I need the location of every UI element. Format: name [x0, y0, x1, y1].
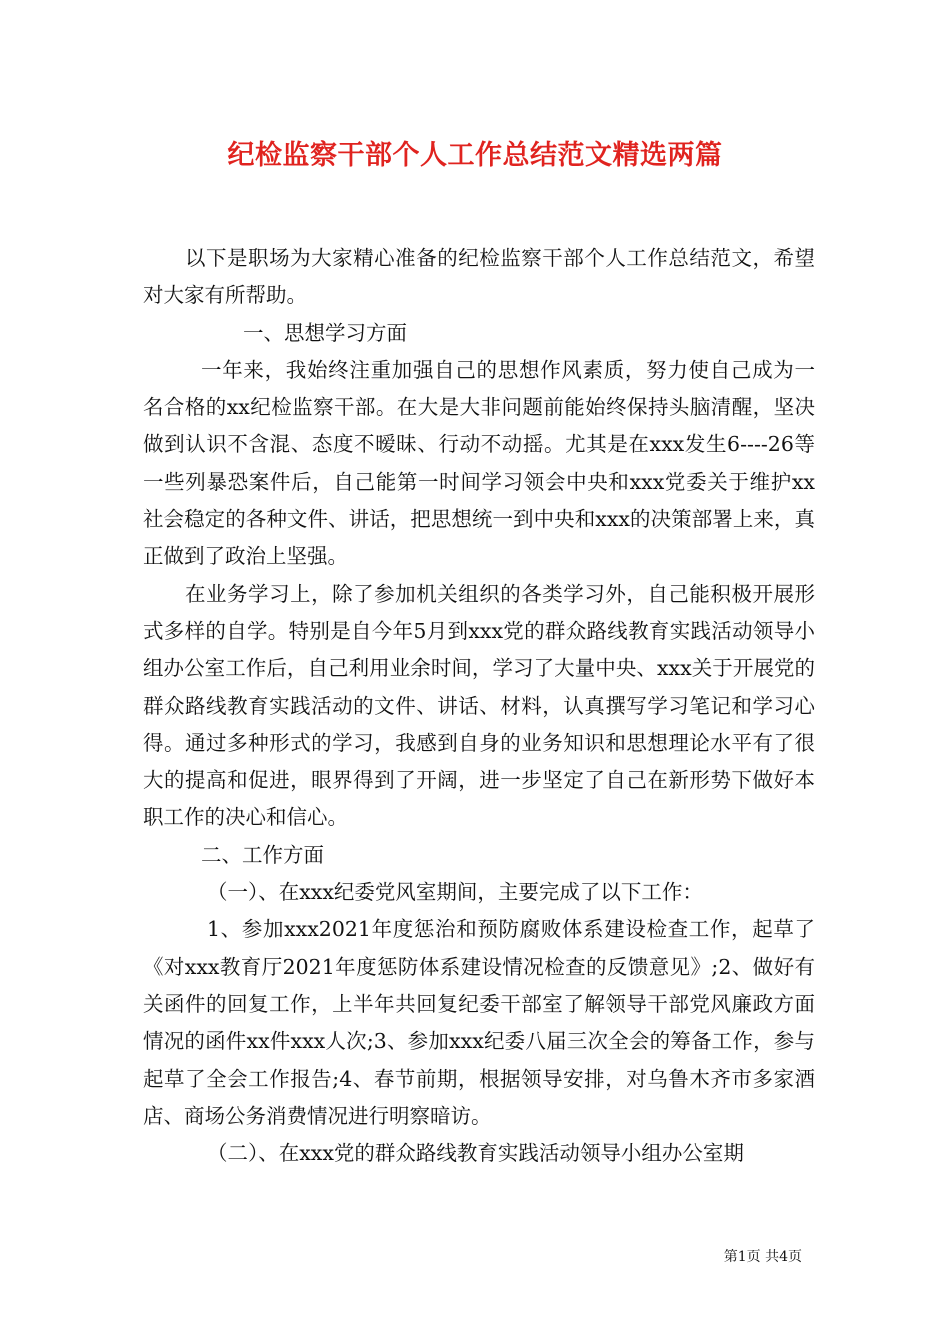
subsection-heading-2: （二）、在xxx党的群众路线教育实践活动领导小组办公室期	[207, 1141, 744, 1166]
document-title: 纪检监察干部个人工作总结范文精选两篇	[227, 140, 723, 171]
page-number-footer: 第1页 共4页	[723, 1249, 802, 1265]
intro-paragraph: 以下是职场为大家精心准备的纪检监察干部个人工作总结范文，希望对大家有所帮助。	[143, 246, 815, 308]
section-heading-thought-study: 一、思想学习方面	[243, 320, 407, 345]
paragraph-business-study: 在业务学习上，除了参加机关组织的各类学习外，自己能积极开展形式多样的自学。特别是自今年5月到xxx党的群众路线教育实践活动领导小组办公室工作后，自己利用业余时间，学习了大量中央、xxx关于开展党的群众路线教育实践活动的文件、讲话、材料，认真撰写学习笔记和学习心得。通过多种形式的学习，我感到自身的业务知识和思想理论水平有了很大的提高和促进，眼界得到了开阔，进一步坚定了自己在新形势下做好本职工作的决心和信心。	[143, 581, 815, 830]
subsection-heading-1: （一）、在xxx纪委党风室期间，主要完成了以下工作：	[207, 880, 703, 905]
paragraph-thought: 一年来，我始终注重加强自己的思想作风素质，努力使自己成为一名合格的xx纪检监察干部。在大是大非问题前能始终保持头脑清醒，坚决做到认识不含混、态度不暧昧、行动不动摇。尤其是在xxx发生6----26等一些列暴恐案件后，自己能第一时间学习领会中央和xxx党委关于维护xx社会稳定的各种文件、讲话，把思想统一到中央和xxx的决策部署上来，真正做到了政治上坚强。	[143, 357, 815, 569]
section-heading-work: 二、工作方面	[201, 842, 324, 867]
document-body	[143, 240, 815, 1172]
paragraph-work-items: 1、参加xxx2021年度惩治和预防腐败体系建设检查工作，起草了《对xxx教育厅2021年度惩防体系建设情况检查的反馈意见》;2、做好有关函件的回复工作，上半年共回复纪委干部室了解领导干部党风廉政方面情况的函件xx件xxx人次;3、参加xxx纪委八届三次全会的筹备工作，参与起草了全会工作报告;4、春节前期，根据领导安排，对乌鲁木齐市多家酒店、商场公务消费情况进行明察暗访。	[143, 917, 815, 1128]
